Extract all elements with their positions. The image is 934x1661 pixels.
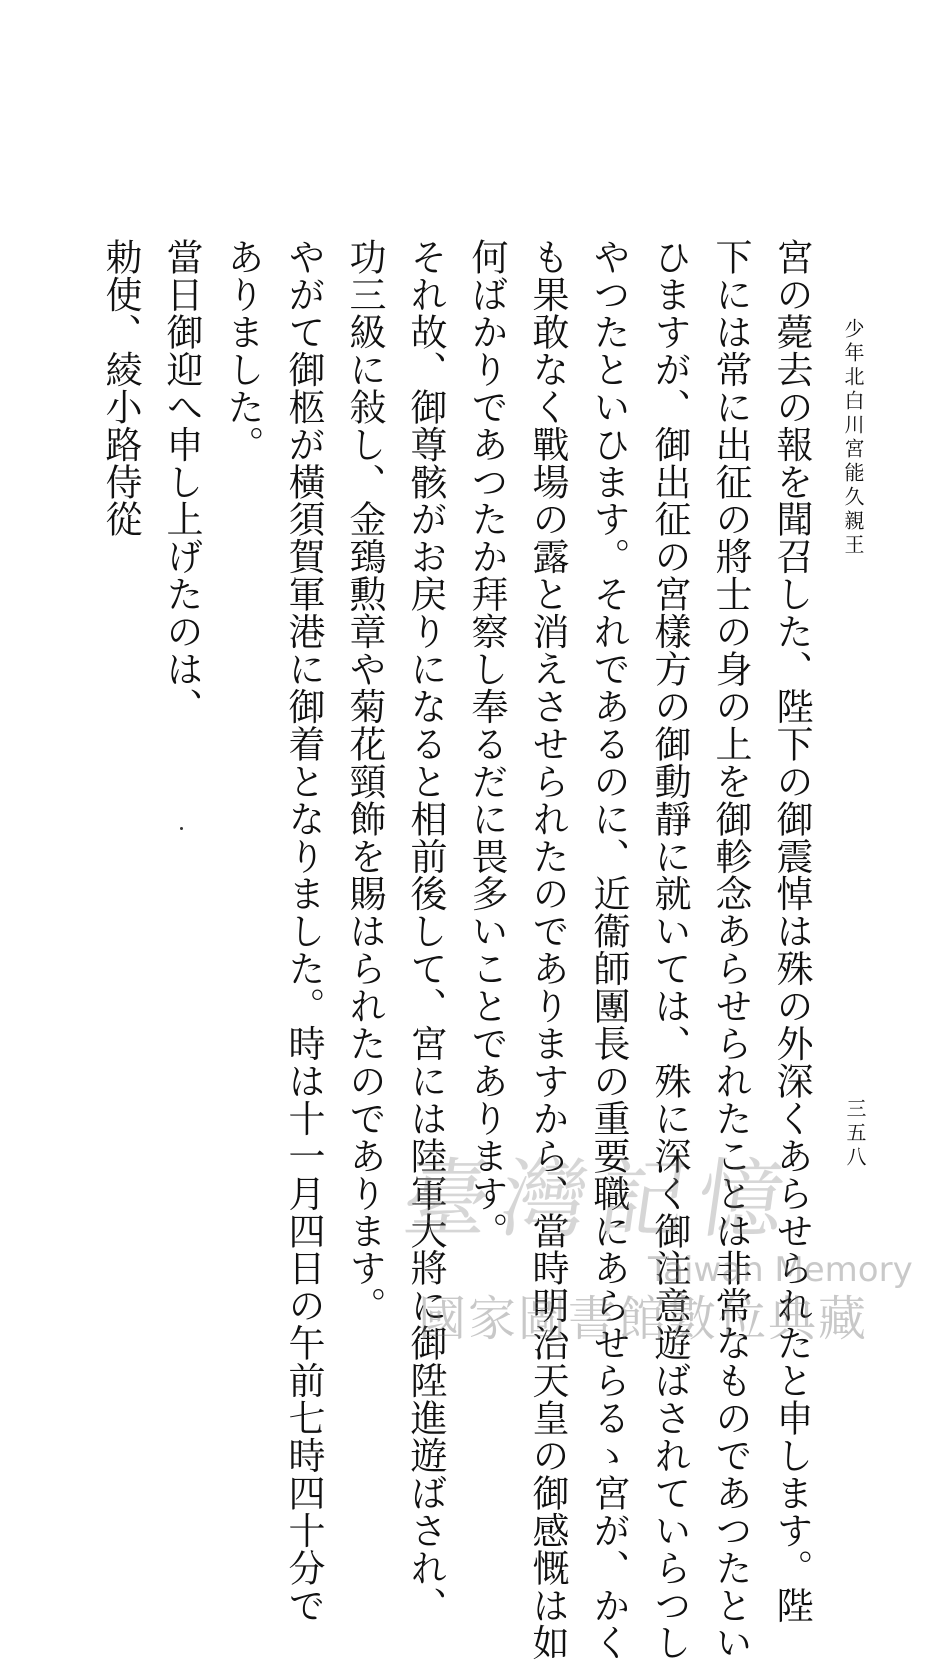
text-column: 功三級に敍し、金鵄勲章や菊花頸飾を賜はられたのであります。 xyxy=(343,238,386,1325)
watermark-brush-logo: 臺灣記憶 xyxy=(396,1150,803,1250)
text-column: やがて御柩が橫須賀軍港に御着となりました。時は十一月四日の午前七時四十分で xyxy=(282,238,325,1624)
text-column: 下には常に出征の將士の身の上を御軫念あらせられたことは非常なものであつたとい xyxy=(709,238,752,1661)
text-column: 當日御迎へ申し上げたのは、 xyxy=(160,238,203,725)
text-column: 宮の薨去の報を聞召した、陛下の御震悼は殊の外深くあらせられたと申します。陛 xyxy=(770,238,813,1624)
watermark-chinese: 國家圖書館數位典藏 xyxy=(418,1291,869,1347)
text-column: 何ばかりであつたか拜察し奉るだに畏多いことであります。 xyxy=(465,238,508,1250)
running-title: 少年北白川宮能久親王 xyxy=(841,318,865,558)
print-speck xyxy=(180,827,183,830)
text-column: ひますが、御出征の宮樣方の御動靜に就いては、殊に深く御注意遊ばされていらつし xyxy=(648,238,691,1661)
text-column: やつたといひます。それであるのに、近衞師團長の重要職にあらせらるゝ宮が、かく xyxy=(587,238,630,1661)
page-number: 三五八 xyxy=(843,1098,867,1170)
watermark-english: Taiwan Memory xyxy=(648,1250,913,1290)
body-text xyxy=(90,238,822,1661)
text-column: ありました。 xyxy=(221,238,264,463)
text-column: それ故、御尊骸がお戻りになると相前後して、宮には陸軍大將に御陞進遊ばされ、 xyxy=(404,238,447,1624)
text-column: も果敢なく戰場の露と消えさせられたのでありますから、當時明治天皇の御感慨は如 xyxy=(526,238,569,1661)
text-column: 勅使、綾小路侍從 xyxy=(99,238,142,538)
